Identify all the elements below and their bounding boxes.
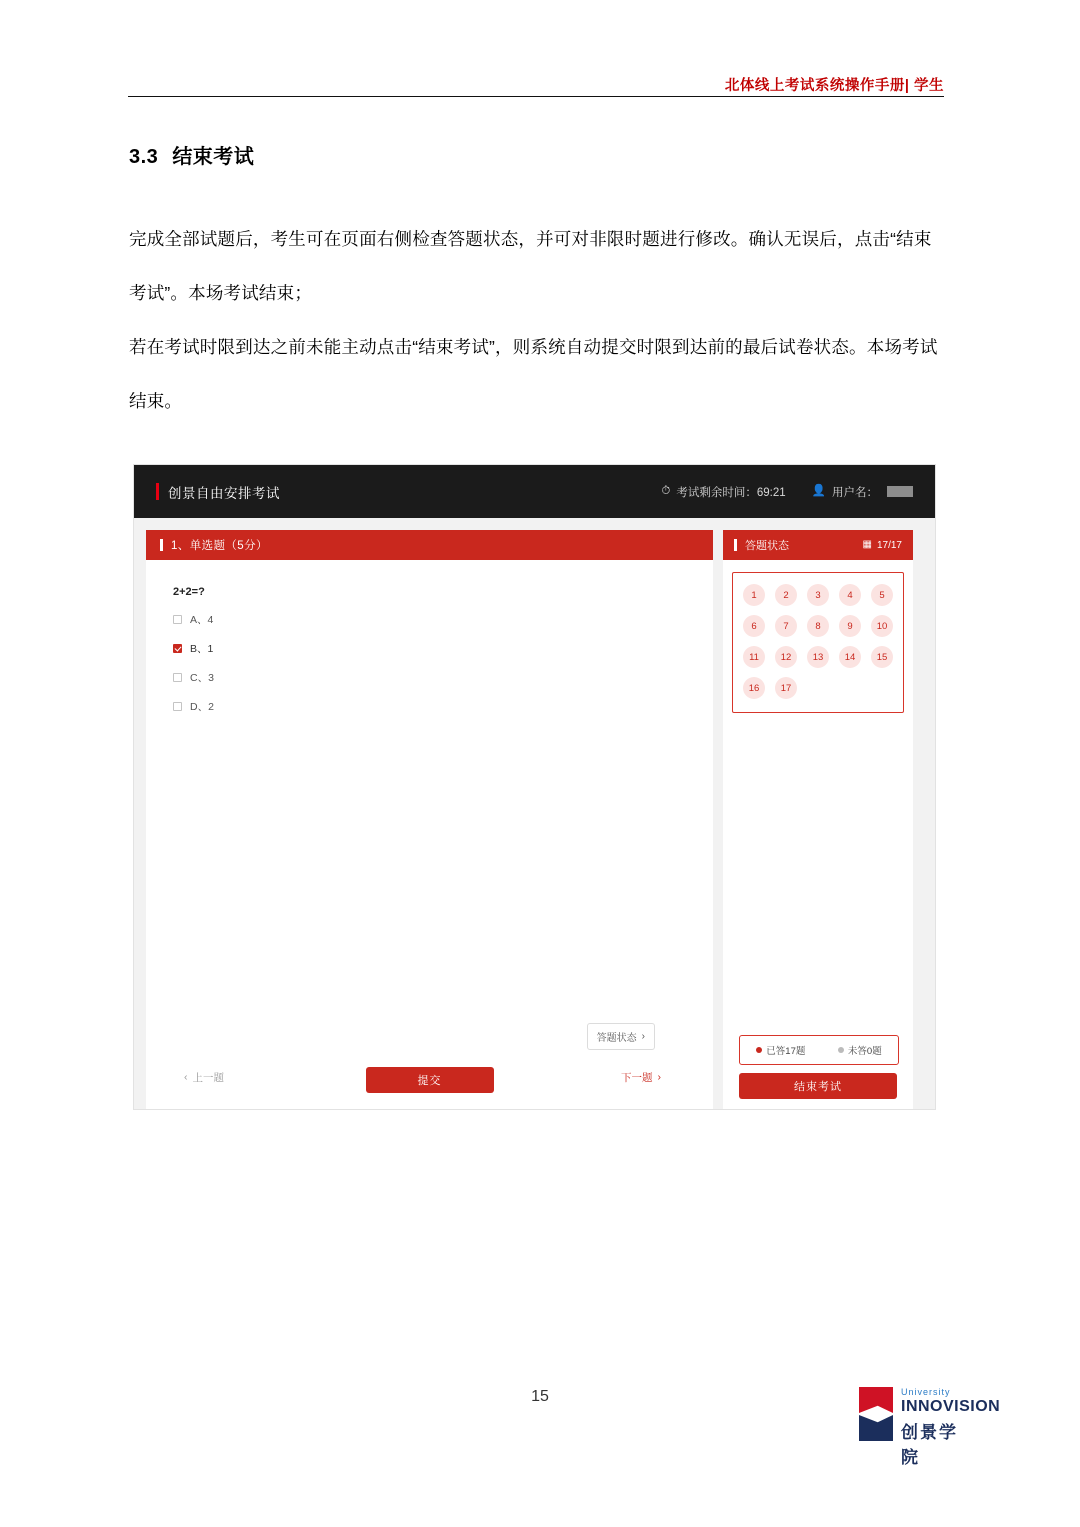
question-number-bubble[interactable]: 10 [871,615,893,637]
question-number-grid [741,584,895,699]
finish-exam-button[interactable]: 结束考试 [739,1073,897,1099]
answer-status-button[interactable] [587,1023,655,1050]
question-number-bubble[interactable]: 12 [775,646,797,668]
user-label: 用户名： [832,486,878,499]
question-panel [146,530,713,1110]
option-label: A、4 [190,614,214,626]
checkbox-checked-icon[interactable] [173,644,182,653]
question-number-bubble[interactable]: 13 [807,646,829,668]
status-panel-header [723,530,913,560]
option-label: C、3 [190,672,214,684]
innovision-logo [859,1385,1001,1467]
document-header: 北体线上考试系统操作手册| 学生 [724,78,944,94]
question-number-bubble[interactable]: 3 [807,584,829,606]
option-label: B、1 [190,643,214,655]
chevron-left-icon: ‹ [184,1071,188,1084]
legend-unanswered [838,1043,882,1057]
question-number-bubble[interactable]: 14 [839,646,861,668]
question-number-bubble[interactable]: 11 [743,646,765,668]
logo-flag-blue-icon [859,1415,893,1441]
answer-status-label: 答题状态 [596,1033,637,1044]
checkbox-icon[interactable] [173,702,182,711]
option-d[interactable] [173,699,713,714]
header-divider [128,96,944,97]
question-number-bubble[interactable]: 2 [775,584,797,606]
topbar-right-group [661,484,913,500]
next-question-button[interactable] [621,1070,661,1085]
chevron-right-icon: › [641,1030,645,1042]
status-panel [723,530,913,1110]
page-number: 15 [531,1388,549,1405]
exam-body [134,518,935,1110]
timer-label: 考试剩余时间：69:21 [676,486,786,499]
question-number-bubble[interactable]: 8 [807,615,829,637]
prev-question-button[interactable] [184,1070,224,1085]
chevron-right-icon: › [657,1071,661,1084]
question-number-bubble[interactable]: 17 [775,677,797,699]
logo-university-text: University [901,1387,951,1397]
section-number: 3.3 [129,146,159,168]
accent-bar-icon [156,483,159,500]
submit-button[interactable]: 提交 [366,1067,494,1093]
user-icon: 👤 [811,484,826,497]
question-stem: 2+2=? [173,586,205,598]
question-number-bubble[interactable]: 1 [743,584,765,606]
question-number-grid-wrapper [732,572,904,713]
grid-icon: ▦ [862,539,872,550]
status-count: 17/17 [876,539,902,551]
logo-innovision-text: INNOVISION [901,1398,1001,1415]
option-b[interactable] [173,641,713,656]
question-number-bubble[interactable]: 16 [743,677,765,699]
question-header-label: 1、单选题（5分） [171,540,268,552]
prev-question-label: 上一题 [192,1072,224,1084]
logo-chinese-text: 创景学院 [901,1423,958,1467]
option-c[interactable] [173,670,713,685]
status-count-group [863,540,902,551]
question-number-bubble[interactable]: 15 [871,646,893,668]
checkbox-icon[interactable] [173,673,182,682]
section-title: 结束考试 [172,146,255,168]
question-number-bubble[interactable]: 4 [839,584,861,606]
question-header [146,530,713,560]
logo-flag-red-icon [859,1387,893,1413]
accent-bar-icon [734,539,737,551]
answer-legend [739,1035,899,1065]
question-number-bubble[interactable]: 5 [871,584,893,606]
question-number-bubble[interactable]: 6 [743,615,765,637]
exam-topbar [134,465,935,518]
legend-answered [756,1043,805,1057]
accent-bar-icon [160,539,163,551]
question-number-bubble[interactable]: 9 [839,615,861,637]
user-group[interactable] [812,484,913,500]
exam-title: 创景自由安排考试 [168,485,280,501]
question-footer [146,1015,713,1110]
legend-answered-label: 已答17题 [766,1046,806,1057]
checkbox-icon[interactable] [173,615,182,624]
paragraph-2: 若在考试时限到达之前未能主动点击“结束考试”，则系统自动提交时限到达前的最后试卷状态。本场考试结束。 [129,337,938,411]
username-redaction [887,486,913,497]
next-question-label: 下一题 [621,1072,653,1084]
dot-icon [756,1047,762,1053]
embedded-screenshot [133,464,936,1110]
option-label: D、2 [190,701,214,713]
option-a[interactable] [173,612,713,627]
paragraph-1: 完成全部试题后，考生可在页面右侧检查答题状态，并可对非限时题进行修改。确认无误后，点击“结束考试”。本场考试结束； [129,229,932,303]
dot-icon [838,1047,844,1053]
timer-group [661,484,785,500]
question-number-bubble[interactable]: 7 [775,615,797,637]
status-panel-title: 答题状态 [745,540,789,552]
clock-icon: ⏱ [661,484,671,497]
legend-unanswered-label: 未答0题 [847,1046,882,1057]
section-heading [129,140,254,169]
